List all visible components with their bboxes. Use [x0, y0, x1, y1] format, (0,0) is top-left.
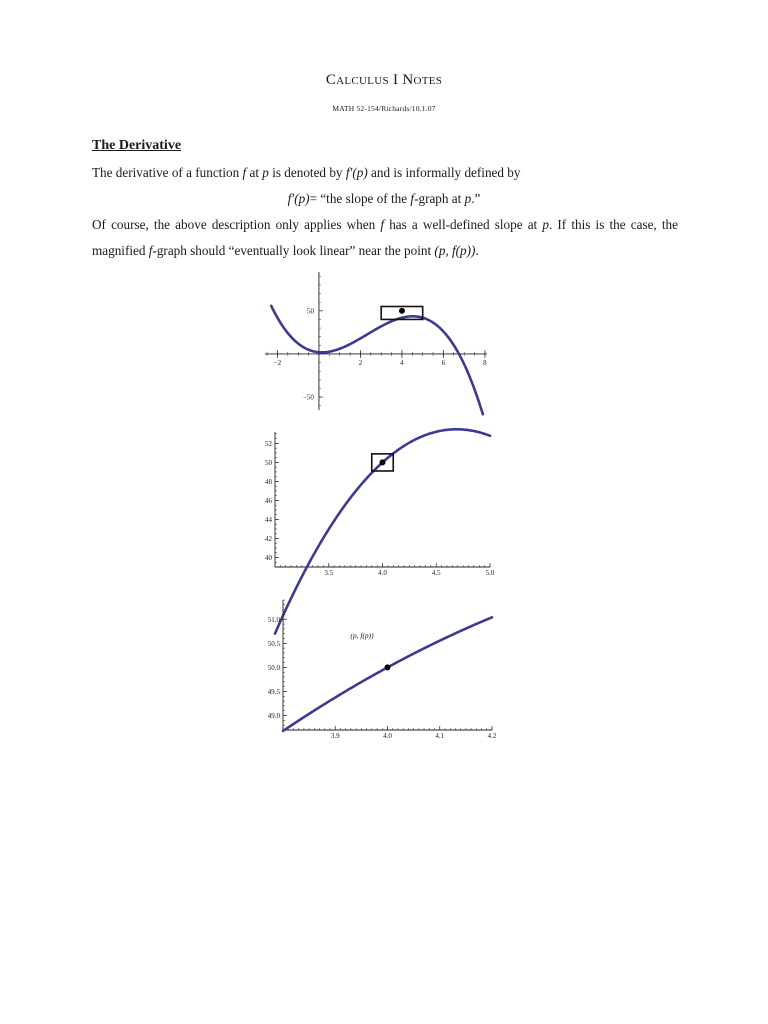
y-tick-label: 50.5 — [267, 639, 280, 648]
highlight-point — [399, 308, 405, 314]
y-tick-label: 52 — [265, 439, 272, 448]
x-tick-label: 8 — [483, 358, 487, 367]
y-tick-label: 50.0 — [267, 663, 280, 672]
y-tick-label: 51.0 — [267, 615, 280, 624]
document-title: Calculus I Notes — [325, 72, 443, 88]
y-tick-label: 50 — [306, 307, 314, 316]
point-label: (p, f(p)) — [350, 631, 374, 640]
x-tick-label: 4.2 — [487, 732, 497, 740]
y-tick-label: 49.0 — [267, 712, 280, 721]
chart-full-graph — [0, 270, 768, 420]
y-tick-label: 42 — [265, 534, 272, 543]
x-tick-label: 6 — [441, 358, 446, 367]
highlight-point — [380, 459, 386, 465]
x-tick-label: 4.1 — [435, 732, 445, 740]
x-tick-label: 2 — [358, 358, 363, 367]
y-tick-label: 46 — [265, 496, 272, 505]
y-tick-label: 44 — [265, 515, 272, 524]
x-tick-label: −2 — [273, 358, 282, 367]
section-heading: The Derivative — [92, 138, 182, 153]
document-subtitle: MATH 52-154/Richards/10.1.07 — [332, 104, 436, 113]
paragraph-linearity: Of course, the above description only applies when f has a well-defined slope at p. If this is the case, the magnified f-graph should “eventually look linear” near the point (p, f(p)). — [92, 217, 678, 258]
series-line — [283, 617, 492, 731]
x-tick-label: 3.9 — [330, 732, 340, 740]
x-tick-label: 4.5 — [431, 569, 441, 577]
derivative-formula: f′(p)= “the slope of the f-graph at p.” — [287, 191, 481, 206]
x-tick-label: 4 — [400, 358, 404, 367]
y-tick-label: 48 — [265, 477, 272, 486]
x-tick-label: 4.0 — [383, 732, 392, 740]
chart-zoom-1 — [0, 428, 768, 583]
x-tick-label: 5.0 — [485, 569, 495, 577]
paragraph-definition: The derivative of a function f at p is denoted by f′(p) and is informally defined by — [92, 165, 521, 180]
y-tick-label: 40 — [265, 553, 272, 562]
y-tick-label: −50 — [302, 393, 314, 402]
x-tick-label: 4.0 — [378, 569, 387, 577]
y-tick-label: 50 — [265, 458, 272, 467]
chart-zoom-2 — [0, 595, 768, 740]
y-tick-label: 49.5 — [267, 687, 280, 696]
x-tick-label: 3.5 — [324, 569, 334, 577]
highlight-point — [385, 664, 391, 670]
